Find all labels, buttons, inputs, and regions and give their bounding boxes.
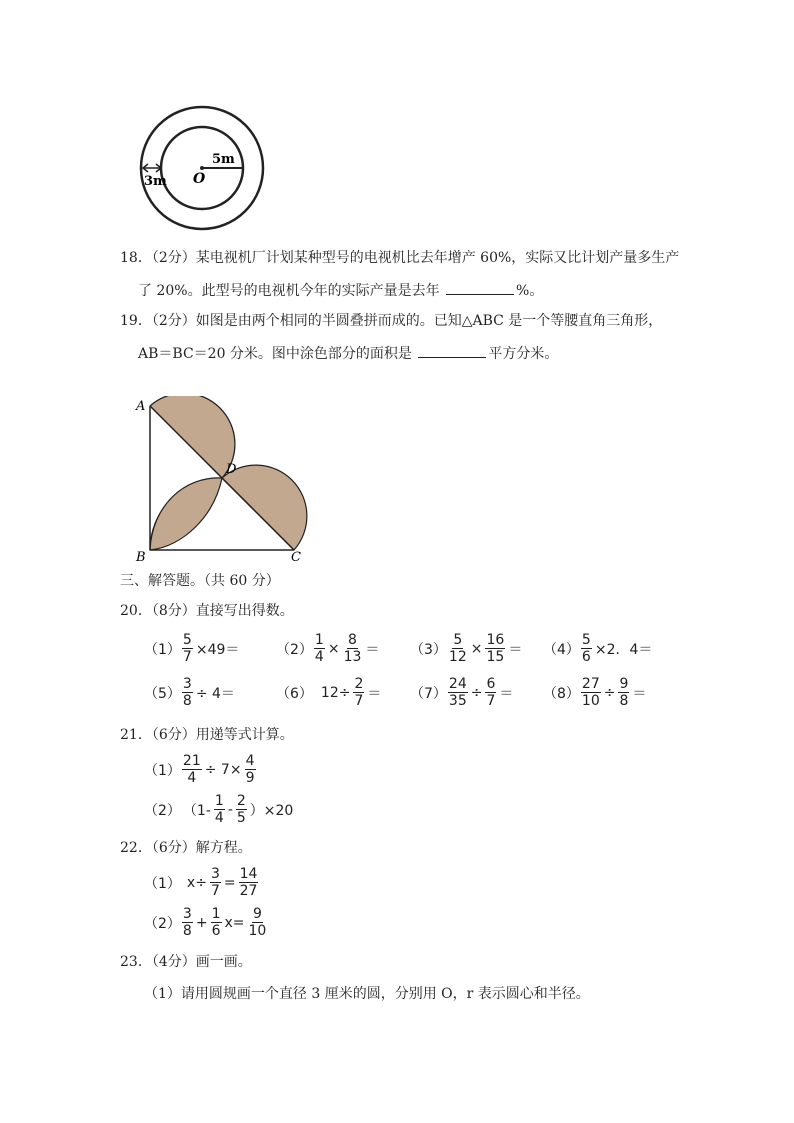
q20-item2 — [276, 632, 381, 665]
q19-line1: 19．（2分）如图是由两个相同的半圆叠拼而成的。已知△ABC 是一个等腰直角三角形， — [120, 313, 663, 329]
fraction: $\frac{14}{27}$ — [239, 866, 258, 899]
equals: ＝ — [365, 641, 380, 658]
equals: = — [223, 874, 236, 891]
index: （8） — [543, 685, 580, 702]
section-title: 三、解答题。（共 60 分） — [120, 573, 280, 589]
index: （2） — [144, 802, 181, 819]
fraction: $\frac{21}{4}$ — [182, 753, 201, 786]
expr-text: ×49＝ — [195, 641, 240, 658]
triangle-figure — [134, 396, 310, 568]
operator: × — [327, 640, 340, 657]
expr-text: ÷ 7× — [204, 761, 242, 778]
equals: ＝ — [367, 685, 382, 702]
q20-item6 — [276, 676, 383, 709]
label-3m: 3m — [144, 174, 167, 189]
left-arcs — [150, 478, 222, 550]
fraction: $\frac{5}{6}$ — [581, 632, 591, 665]
fraction: $\frac{1}{4}$ — [314, 632, 324, 665]
q23-title: 23．（4分）画一画。 — [120, 954, 252, 970]
q18-line1: 18．（2分）某电视机厂计划某种型号的电视机比去年增产 60%，实际又比计划产量多生产 — [120, 250, 680, 266]
q19-line2 — [138, 343, 558, 364]
fraction: $\frac{9}{8}$ — [619, 676, 629, 709]
fraction: $\frac{3}{8}$ — [182, 676, 192, 709]
index: （5） — [144, 685, 181, 702]
q22-item2 — [144, 906, 268, 939]
label-o: O — [193, 171, 206, 187]
operator: × — [470, 640, 483, 657]
fraction: $\frac{3}{8}$ — [182, 906, 192, 939]
index: （6） — [276, 685, 313, 702]
fraction: $\frac{16}{15}$ — [486, 632, 505, 665]
fraction: $\frac{1}{4}$ — [214, 793, 224, 826]
expr-text: 12÷ — [320, 684, 351, 701]
q20-item1 — [144, 632, 241, 665]
fraction: $\frac{2}{5}$ — [236, 793, 246, 826]
ring-figure — [138, 104, 268, 234]
fraction: $\frac{5}{7}$ — [182, 632, 192, 665]
operator: ÷ — [470, 684, 483, 701]
index: （7） — [410, 685, 447, 702]
operator: + — [195, 914, 208, 931]
q19-text-a: AB＝BC＝20 分米。图中涂色部分的面积是 — [138, 346, 412, 362]
equals: ＝ — [499, 685, 514, 702]
fraction: $\frac{5}{12}$ — [448, 632, 467, 665]
q22-title: 22．（6分）解方程。 — [120, 840, 252, 856]
fraction: $\frac{27}{10}$ — [581, 676, 600, 709]
index: （1） — [144, 762, 181, 779]
q18-line2 — [138, 280, 543, 301]
q20-item8 — [543, 676, 648, 709]
upper-semicircle — [150, 396, 235, 478]
fraction: $\frac{2}{7}$ — [354, 676, 364, 709]
equals: ＝ — [632, 685, 647, 702]
expr-text: ÷ 4＝ — [195, 685, 235, 702]
equals: ＝ — [508, 641, 523, 658]
label-5m: 5m — [212, 152, 235, 167]
index: （2） — [144, 915, 181, 932]
fraction: $\frac{3}{7}$ — [210, 866, 220, 899]
label-b: B — [136, 550, 146, 565]
q23-item1: （1）请用圆规画一个直径 3 厘米的圆，分别用 O，r 表示圆心和半径。 — [144, 986, 590, 1002]
operator: - — [227, 801, 233, 818]
q20-item4 — [543, 632, 654, 665]
label-d: D — [226, 462, 237, 477]
label-a: A — [136, 399, 146, 414]
fraction: $\frac{9}{10}$ — [248, 906, 267, 939]
fraction: $\frac{24}{35}$ — [448, 676, 467, 709]
index: （2） — [276, 641, 313, 658]
q18-text-b: %。 — [516, 283, 544, 299]
q20-item5 — [144, 676, 237, 709]
index: （1） — [144, 641, 181, 658]
operator: ÷ — [603, 684, 616, 701]
q19-text-b: 平方分米。 — [488, 346, 559, 362]
expr-text: x÷ — [186, 874, 207, 891]
q18-answer-blank[interactable] — [446, 280, 514, 295]
q20-item3 — [410, 632, 524, 665]
label-c: C — [291, 550, 301, 565]
q20-item7 — [410, 676, 515, 709]
q21-item2 — [144, 793, 295, 826]
index: （1） — [144, 875, 181, 892]
fraction: $\frac{6}{7}$ — [486, 676, 496, 709]
index: （3） — [410, 641, 447, 658]
q19-answer-blank[interactable] — [418, 343, 486, 358]
fraction: $\frac{1}{6}$ — [211, 906, 221, 939]
index: （4） — [543, 641, 580, 658]
lower-semicircle — [222, 465, 307, 550]
q18-text-a: 了 20%。此型号的电视机今年的实际产量是去年 — [138, 283, 440, 299]
q22-item1 — [144, 866, 259, 899]
fraction: $\frac{4}{9}$ — [245, 753, 255, 786]
expr-text: （1- — [182, 802, 211, 819]
q20-title: 20．（8分）直接写出得数。 — [120, 603, 294, 619]
expr-text: ）×20 — [249, 802, 294, 819]
fraction: $\frac{8}{13}$ — [343, 632, 362, 665]
q21-title: 21．（6分）用递等式计算。 — [120, 727, 294, 743]
expr-text: x= — [224, 914, 245, 931]
expr-text: ×2．4＝ — [594, 641, 653, 658]
q21-item1 — [144, 753, 257, 786]
